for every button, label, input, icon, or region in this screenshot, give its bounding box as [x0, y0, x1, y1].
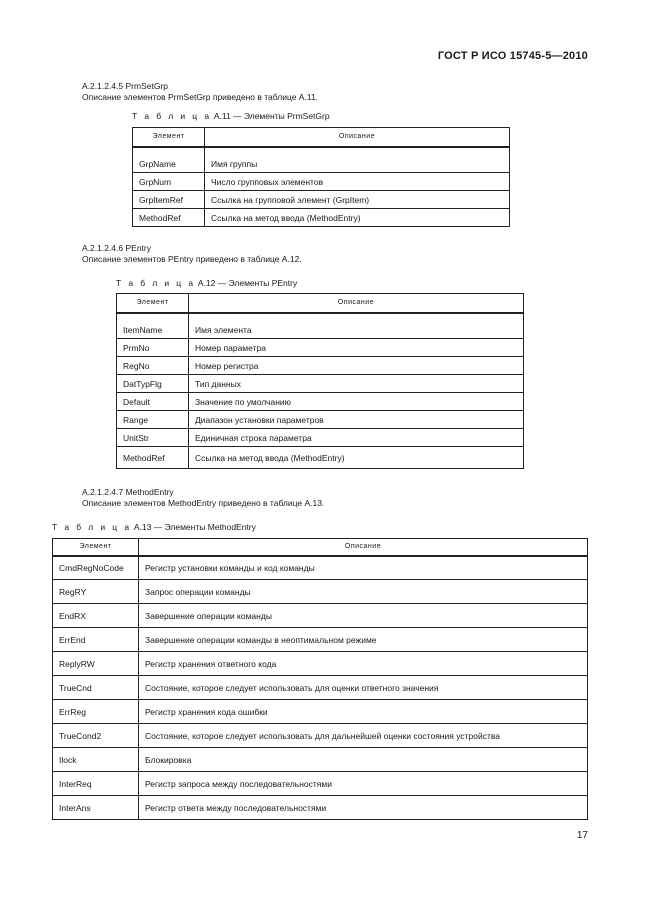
element-cell: EndRX — [53, 604, 139, 628]
caption-title: A.13 — Элементы MethodEntry — [133, 522, 256, 532]
description-cell: Ссылка на метод ввода (MethodEntry) — [205, 209, 510, 227]
element-cell: ItemName — [117, 313, 189, 339]
description-cell: Регистр запроса между последовательностями — [139, 772, 588, 796]
table-row — [53, 556, 588, 580]
table-row — [133, 209, 510, 227]
description-cell: Тип данных — [189, 375, 524, 393]
element-cell: ErrReg — [53, 700, 139, 724]
table-caption — [116, 278, 297, 288]
description-cell: Запрос операции команды — [139, 580, 588, 604]
table-row — [117, 357, 524, 375]
table-row — [53, 796, 588, 820]
table-caption — [132, 111, 330, 121]
description-cell: Регистр установки команды и код команды — [139, 556, 588, 580]
description-cell: Завершение операции команды — [139, 604, 588, 628]
section-text: Описание элементов PrmSetGrp приведено в таблице A.11. — [82, 92, 319, 102]
column-header-description: Описание — [189, 294, 524, 313]
element-cell: GrpNum — [133, 173, 205, 191]
element-cell: GrpItemRef — [133, 191, 205, 209]
element-cell: RegRY — [53, 580, 139, 604]
document-header: ГОСТ Р ИСО 15745-5—2010 — [437, 50, 588, 62]
caption-title: A.12 — Элементы PEntry — [197, 278, 298, 288]
section-heading: A.2.1.2.4.7 MethodEntry — [82, 487, 174, 497]
description-cell: Регистр хранения кода ошибки — [139, 700, 588, 724]
element-cell: Range — [117, 411, 189, 429]
table-row — [133, 173, 510, 191]
description-cell: Единичная строка параметра — [189, 429, 524, 447]
table-a13 — [52, 538, 588, 820]
table-row — [117, 313, 524, 339]
description-cell: Имя группы — [205, 147, 510, 173]
element-cell: GrpName — [133, 147, 205, 173]
table-row — [53, 676, 588, 700]
description-cell: Регистр ответа между последовательностями — [139, 796, 588, 820]
element-cell: InterReq — [53, 772, 139, 796]
table-row — [53, 772, 588, 796]
element-cell: Default — [117, 393, 189, 411]
section-text: Описание элементов PEntry приведено в таблице A.12. — [82, 254, 302, 264]
description-cell: Ссылка на групповой элемент (GrpItem) — [205, 191, 510, 209]
description-cell: Ссылка на метод ввода (MethodEntry) — [189, 447, 524, 469]
table-row — [117, 393, 524, 411]
table-row — [117, 411, 524, 429]
table-row — [117, 429, 524, 447]
column-header-description: Описание — [139, 539, 588, 556]
column-header-element: Элемент — [133, 128, 205, 147]
element-cell: MethodRef — [117, 447, 189, 469]
description-cell: Блокировка — [139, 748, 588, 772]
table-row — [53, 628, 588, 652]
description-cell: Значение по умолчанию — [189, 393, 524, 411]
column-header-element: Элемент — [53, 539, 139, 556]
section-heading: A.2.1.2.4.5 PrmSetGrp — [82, 81, 168, 91]
element-cell: PrmNo — [117, 339, 189, 357]
caption-prefix: Т а б л и ц а — [52, 522, 132, 532]
element-cell: TrueCond2 — [53, 724, 139, 748]
table-row — [53, 604, 588, 628]
description-cell: Состояние, которое следует использовать для оценки ответного значения — [139, 676, 588, 700]
table-row — [117, 339, 524, 357]
element-cell: TrueCnd — [53, 676, 139, 700]
element-cell: RegNo — [117, 357, 189, 375]
description-cell: Имя элемента — [189, 313, 524, 339]
table-row — [133, 191, 510, 209]
table-row — [53, 748, 588, 772]
description-cell: Число групповых элементов — [205, 173, 510, 191]
table-row — [53, 700, 588, 724]
element-cell: Ilock — [53, 748, 139, 772]
table-row — [53, 580, 588, 604]
description-cell: Диапазон установки параметров — [189, 411, 524, 429]
section-a13 — [82, 487, 324, 509]
section-a12 — [82, 243, 302, 265]
caption-prefix: Т а б л и ц а — [116, 278, 196, 288]
description-cell: Номер параметра — [189, 339, 524, 357]
page-number: 17 — [576, 830, 588, 841]
caption-prefix: Т а б л и ц а — [132, 111, 212, 121]
element-cell: MethodRef — [133, 209, 205, 227]
table-row — [117, 447, 524, 469]
table-row — [53, 724, 588, 748]
description-cell: Номер регистра — [189, 357, 524, 375]
table-a12 — [116, 293, 524, 469]
section-a11 — [82, 81, 318, 103]
element-cell: ErrEnd — [53, 628, 139, 652]
element-cell: DatTypFlg — [117, 375, 189, 393]
column-header-description: Описание — [205, 128, 510, 147]
description-cell: Регистр хранения ответного кода — [139, 652, 588, 676]
table-row — [53, 652, 588, 676]
caption-title: A.11 — Элементы PrmSetGrp — [213, 111, 330, 121]
section-heading: A.2.1.2.4.6 PEntry — [82, 243, 151, 253]
element-cell: UnitStr — [117, 429, 189, 447]
section-text: Описание элементов MethodEntry приведено в таблице A.13. — [82, 498, 325, 508]
table-caption — [52, 522, 256, 532]
description-cell: Завершение операции команды в неоптимальном режиме — [139, 628, 588, 652]
element-cell: InterAns — [53, 796, 139, 820]
element-cell: ReplyRW — [53, 652, 139, 676]
table-a11 — [132, 127, 510, 227]
description-cell: Состояние, которое следует использовать для дальнейшей оценки состояния устройства — [139, 724, 588, 748]
column-header-element: Элемент — [117, 294, 189, 313]
element-cell: CmdRegNoCode — [53, 556, 139, 580]
table-row — [133, 147, 510, 173]
table-row — [117, 375, 524, 393]
